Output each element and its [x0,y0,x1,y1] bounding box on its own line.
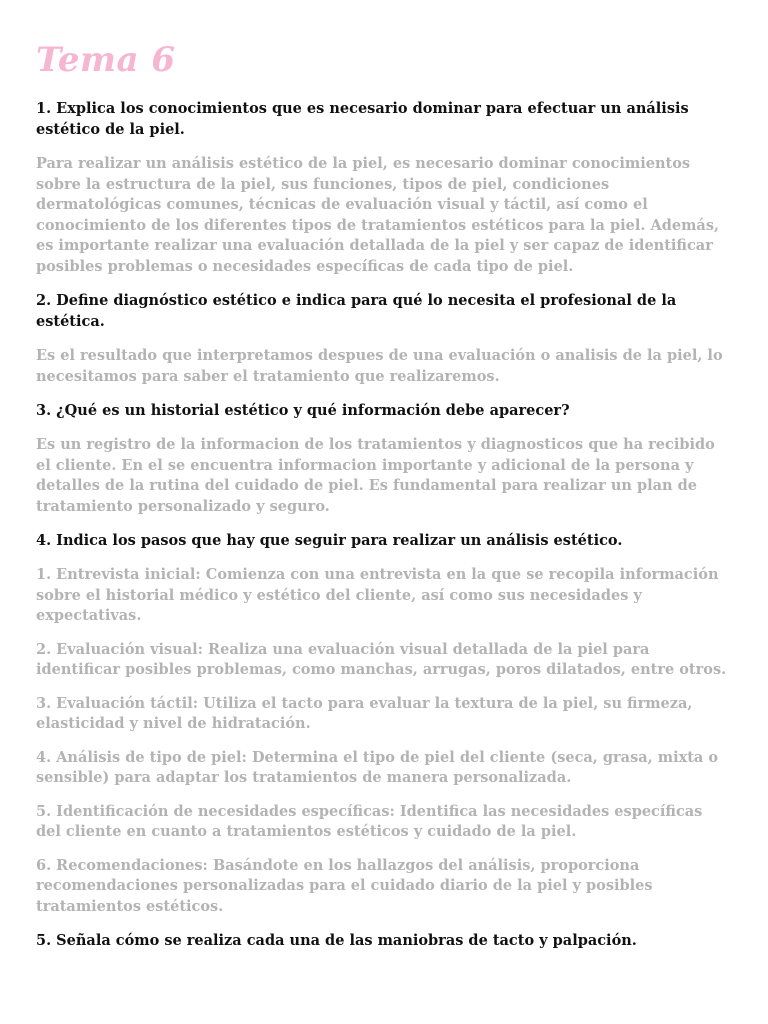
question-4: 4. Indica los pasos que hay que seguir para realizar un análisis estético. [36,532,623,549]
answer-2: Es el resultado que interpretamos despues de una evaluación o analisis de la piel, lo necesitamos para saber el tratamiento que realizaremos. [36,347,723,385]
answer-4-step-6: 6. Recomendaciones: Basándote en los hallazgos del análisis, proporciona recomendaciones personalizadas para el cuidado diario de la piel y posibles tratamientos estéticos. [36,856,653,915]
page-title: Tema 6 [36,40,176,80]
answer-4-step-1: 1. Entrevista inicial: Comienza con una entrevista en la que se recopila información sobre el historial médico y estético del cliente, así como sus necesidades y expectativas. [36,566,719,624]
question-5: 5. Señala cómo se realiza cada una de las maniobras de tacto y palpación. [36,932,637,949]
question-3: 3. ¿Qué es un historial estético y qué información debe aparecer? [36,402,570,419]
answer-4-step-4: 4. Análisis de tipo de piel: Determina el tipo de piel del cliente (seca, grasa, mixta o sensible) para adaptar los tratamientos de manera personalizada. [36,748,719,786]
answer-4-step-2: 2. Evaluación visual: Realiza una evaluación visual detallada de la piel para identificar posibles problemas, como manchas, arrugas, poros dilatados, entre otros. [36,640,727,678]
question-2: 2. Define diagnóstico estético e indica para qué lo necesita el profesional de la estética. [36,292,677,330]
question-1: 1. Explica los conocimientos que es necesario dominar para efectuar un análisis estético de la piel. [36,100,689,138]
answer-3: Es un registro de la informacion de los tratamientos y diagnosticos que ha recibido el cliente. En el se encuentra informacion importante y adicional de la persona y detalles de la rutina del cuidado de piel. Es fundamental para realizar un plan de tratamiento personalizado y seguro. [36,436,715,515]
answer-4-step-3: 3. Evaluación táctil: Utiliza el tacto para evaluar la textura de la piel, su firmeza, elasticidad y nivel de hidratación. [36,694,693,732]
answer-1: Para realizar un análisis estético de la piel, es necesario dominar conocimientos sobre la estructura de la piel, sus funciones, tipos de piel, condiciones dermatológicas comunes, técnicas de evaluación visual y táctil, así como el conocimiento de los diferentes tipos de tratamientos estéticos para la piel. Además, es importante realizar una evaluación detallada de la piel y ser capaz de identificar posibles problemas o necesidades específicas de cada tipo de piel. [36,155,720,275]
document-page [36,38,732,965]
answer-4-step-5: 5. Identificación de necesidades específicas: Identifica las necesidades específicas del cliente en cuanto a tratamientos estéticos y cuidado de la piel. [36,802,703,840]
